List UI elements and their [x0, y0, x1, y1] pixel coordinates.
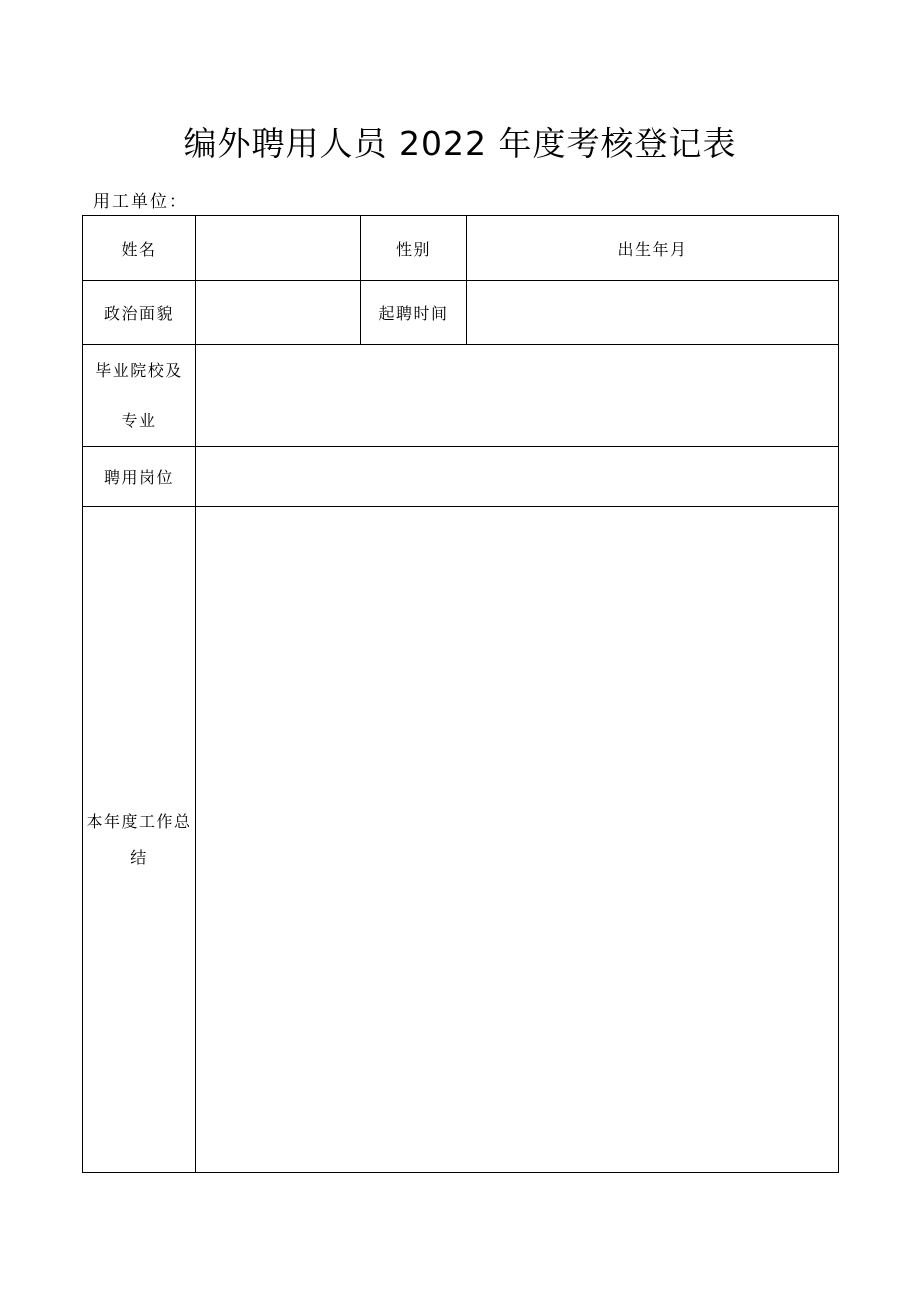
school-major-label-line2: 专业: [121, 410, 157, 430]
assessment-form-table: [82, 215, 839, 1173]
hire-time-field[interactable]: [467, 281, 839, 345]
employer-unit-label: 用工单位：: [93, 192, 188, 212]
name-field[interactable]: [196, 216, 361, 281]
form-row-political-status: [83, 281, 839, 345]
form-row-basic-info: [83, 216, 839, 281]
annual-summary-label-line2: 结: [130, 847, 148, 867]
form-row-school: [83, 345, 839, 447]
page-title: 编外聘用人员 2022 年度考核登记表: [183, 124, 737, 163]
school-major-label: [83, 345, 196, 447]
school-major-label-line1: 毕业院校及: [95, 360, 183, 380]
annual-summary-label-line1: 本年度工作总: [86, 811, 192, 831]
annual-summary-field[interactable]: [196, 507, 839, 1173]
form-row-annual-summary: [83, 507, 839, 1173]
birth-date-label: 出生年月: [467, 216, 839, 281]
political-status-label: 政治面貌: [83, 281, 196, 345]
hire-time-label: 起聘时间: [361, 281, 467, 345]
school-major-field[interactable]: [196, 345, 839, 447]
position-field[interactable]: [196, 447, 839, 507]
gender-label: 性别: [361, 216, 467, 281]
annual-summary-label: [83, 507, 196, 1173]
form-row-position: [83, 447, 839, 507]
political-status-field[interactable]: [196, 281, 361, 345]
name-label: 姓名: [83, 216, 196, 281]
position-label: 聘用岗位: [83, 447, 196, 507]
